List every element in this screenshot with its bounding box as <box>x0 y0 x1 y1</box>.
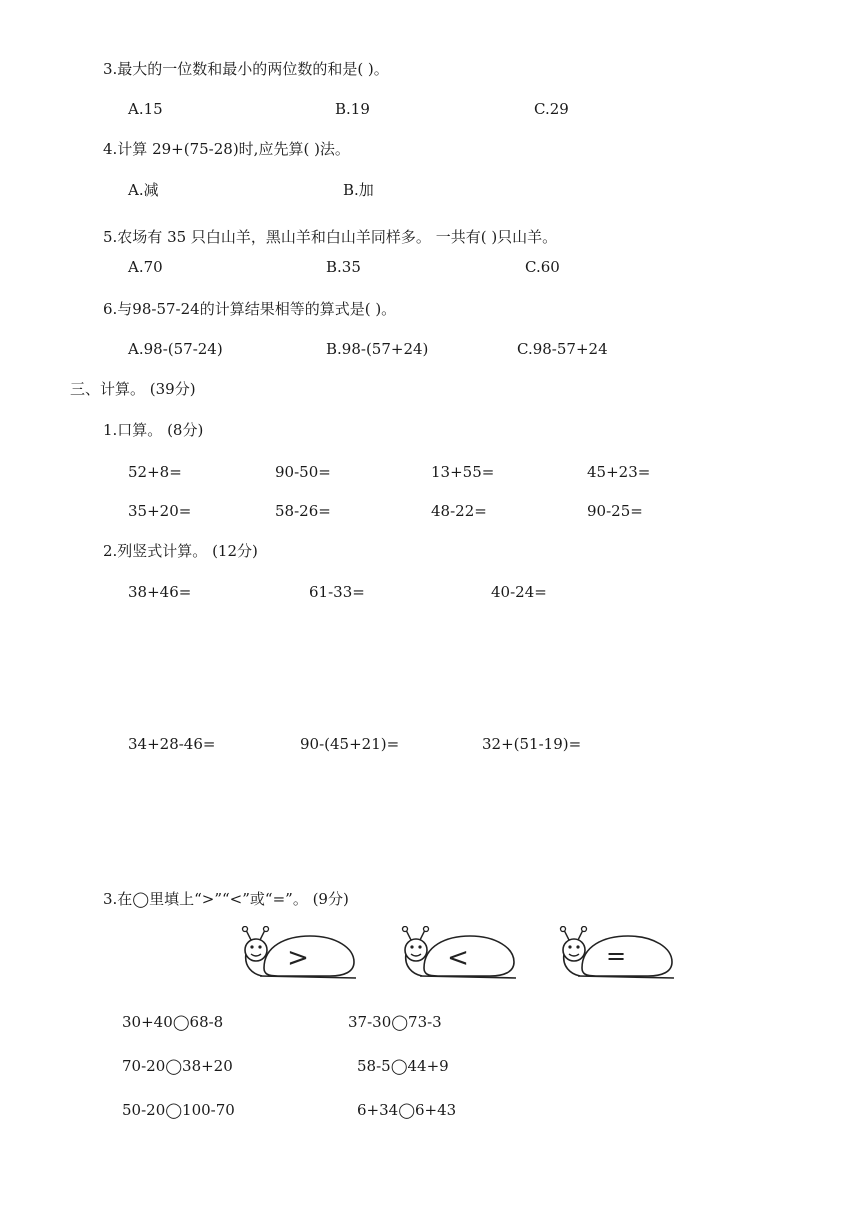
compare-item: 6+34◯6+43 <box>357 1101 457 1119</box>
compare-item: 37-30◯73-3 <box>348 1013 442 1031</box>
vertical-item: 90-(45+21)= <box>300 735 400 753</box>
question-3-stem: 3.最大的一位数和最小的两位数的和是( )。 <box>103 60 389 78</box>
question-5-option-c: C.60 <box>525 258 560 276</box>
compare-item: 70-20◯38+20 <box>122 1057 233 1075</box>
oral-item: 90-50= <box>275 463 331 481</box>
vertical-item: 38+46= <box>128 583 192 601</box>
snail-greater-than-icon <box>238 926 360 986</box>
oral-item: 58-26= <box>275 502 331 520</box>
question-3-option-b: B.19 <box>335 100 370 118</box>
vertical-item: 32+(51-19)= <box>482 735 582 753</box>
oral-calc-title: 1.口算。 (8分) <box>103 421 204 439</box>
snail-symbol: > <box>287 943 309 973</box>
question-6-option-a: A.98-(57-24) <box>128 340 223 358</box>
question-5-option-a: A.70 <box>128 258 163 276</box>
question-4-option-a: A.减 <box>128 181 159 199</box>
oral-item: 52+8= <box>128 463 182 481</box>
vertical-item: 61-33= <box>309 583 365 601</box>
question-6-stem: 6.与98-57-24的计算结果相等的算式是( )。 <box>103 300 397 318</box>
oral-item: 90-25= <box>587 502 643 520</box>
question-3-option-a: A.15 <box>128 100 163 118</box>
oral-item: 13+55= <box>431 463 495 481</box>
section-title: 三、计算。 (39分) <box>70 380 196 398</box>
vertical-calc-title: 2.列竖式计算。 (12分) <box>103 542 258 560</box>
oral-item: 48-22= <box>431 502 487 520</box>
question-3-option-c: C.29 <box>534 100 569 118</box>
question-6-option-b: B.98-(57+24) <box>326 340 429 358</box>
compare-item: 30+40◯68-8 <box>122 1013 224 1031</box>
question-4-option-b: B.加 <box>343 181 374 199</box>
oral-item: 45+23= <box>587 463 651 481</box>
compare-item: 50-20◯100-70 <box>122 1101 235 1119</box>
question-5-stem: 5.农场有 35 只白山羊，黑山羊和白山羊同样多。 一共有( )只山羊。 <box>103 228 558 246</box>
snail-symbol: = <box>605 942 627 970</box>
compare-item: 58-5◯44+9 <box>357 1057 449 1075</box>
question-6-option-c: C.98-57+24 <box>517 340 608 358</box>
vertical-item: 34+28-46= <box>128 735 216 753</box>
question-4-stem: 4.计算 29+(75-28)时,应先算( )法。 <box>103 140 350 158</box>
compare-title: 3.在◯里填上“>”“<”或“=”。 (9分) <box>103 890 349 908</box>
vertical-item: 40-24= <box>491 583 547 601</box>
oral-item: 35+20= <box>128 502 192 520</box>
snail-symbol: < <box>447 943 469 973</box>
snail-equals-icon <box>556 926 678 986</box>
question-5-option-b: B.35 <box>326 258 361 276</box>
snail-less-than-icon <box>398 926 520 986</box>
